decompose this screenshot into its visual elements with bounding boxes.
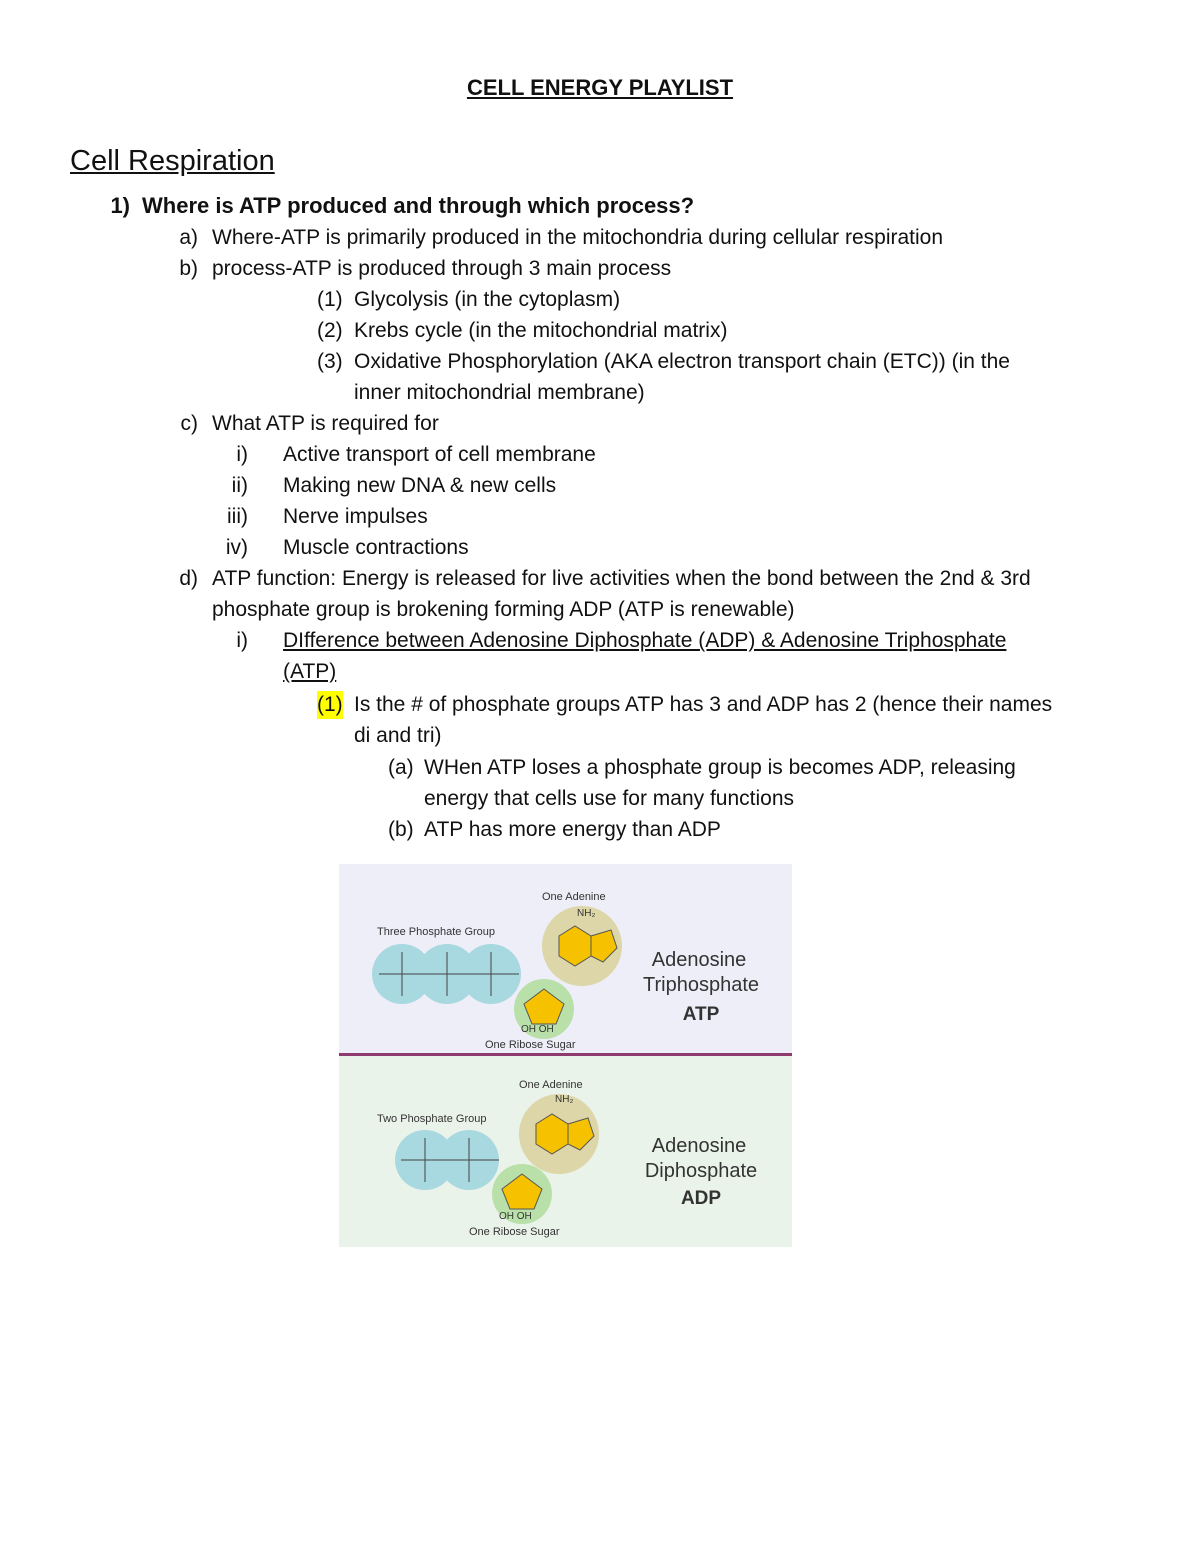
list-marker: ii) — [231, 474, 248, 497]
atp-sugar-label: One Ribose Sugar — [485, 1039, 576, 1051]
list-item-continuation: phosphate group is brokening forming ADP (ATP is renewable) — [212, 598, 795, 621]
list-marker: (b) — [388, 818, 414, 841]
adp-abbreviation: ADP — [680, 1188, 722, 1209]
list-item-text: Is the # of phosphate groups ATP has 3 and ADP has 2 (hence their names — [354, 693, 1053, 716]
question-text: Where is ATP produced and through which process? — [142, 193, 695, 218]
list-marker: i) — [236, 629, 248, 652]
list-marker: i) — [236, 443, 248, 466]
list-marker: iv) — [225, 536, 248, 559]
adp-name-line1: Adenosine — [651, 1135, 747, 1157]
list-item-text: ATP has more energy than ADP — [424, 818, 721, 841]
list-item-continuation: (ATP) — [283, 660, 337, 683]
list-item-text: Krebs cycle (in the mitochondrial matrix) — [354, 319, 728, 342]
list-item-continuation: di and tri) — [354, 724, 442, 747]
oh-label: OH OH — [521, 1024, 554, 1035]
list-item-text: What ATP is required for — [212, 412, 439, 435]
list-marker: b) — [179, 257, 198, 280]
list-marker: c) — [180, 412, 198, 435]
atp-adenine-label: One Adenine — [542, 891, 606, 903]
adp-name-line2: Diphosphate — [644, 1160, 758, 1182]
list-item-text: Where-ATP is primarily produced in the mitochondria during cellular respiration — [212, 226, 944, 249]
nh2-label: NH₂ — [577, 908, 596, 919]
section-heading: Cell Respiration — [70, 145, 275, 177]
list-item-text: Nerve impulses — [283, 505, 428, 528]
list-marker: iii) — [227, 505, 248, 528]
document-title: CELL ENERGY PLAYLIST — [466, 75, 734, 100]
adp-phosphate-label: Two Phosphate Group — [377, 1113, 487, 1125]
list-item-text: ATP function: Energy is released for live activities when the bond between the 2nd & 3rd — [212, 567, 1031, 590]
nh2-label: NH₂ — [555, 1094, 574, 1105]
oh-label: OH OH — [499, 1211, 532, 1222]
list-item-text: Glycolysis (in the cytoplasm) — [354, 288, 621, 311]
atp-phosphate-label: Three Phosphate Group — [377, 926, 496, 938]
list-item-text: DIfference between Adenosine Diphosphate (ADP) & Adenosine Triphosphate — [283, 629, 1007, 652]
list-item-continuation: energy that cells use for many functions — [424, 787, 795, 810]
list-marker: (2) — [317, 319, 343, 342]
list-item-text: WHen ATP loses a phosphate group is becomes ADP, releasing — [424, 756, 1016, 779]
adp-adenine-label: One Adenine — [519, 1079, 583, 1091]
list-item-continuation: inner mitochondrial membrane) — [354, 381, 645, 404]
list-item-text: Active transport of cell membrane — [283, 443, 596, 466]
adp-sugar-label: One Ribose Sugar — [469, 1226, 560, 1238]
list-marker: (a) — [388, 756, 414, 779]
list-marker: d) — [179, 567, 198, 590]
atp-abbreviation: ATP — [682, 1004, 720, 1025]
list-item-text: Making new DNA & new cells — [283, 474, 557, 497]
list-marker: a) — [179, 226, 198, 249]
list-item-text: Oxidative Phosphorylation (AKA electron transport chain (ETC)) (in the — [354, 350, 1010, 373]
highlighted-marker: (1) — [317, 691, 343, 719]
list-marker: 1) — [110, 193, 130, 218]
list-marker: (1) — [317, 288, 343, 311]
list-item-text: process-ATP is produced through 3 main process — [212, 257, 672, 280]
panel-divider — [339, 1053, 792, 1056]
list-item-text: Muscle contractions — [283, 536, 469, 559]
list-marker: (3) — [317, 350, 343, 373]
atp-name-line1: Adenosine — [651, 949, 747, 971]
atp-name-line2: Triphosphate — [643, 974, 759, 996]
atp-adp-diagram — [339, 864, 792, 1247]
